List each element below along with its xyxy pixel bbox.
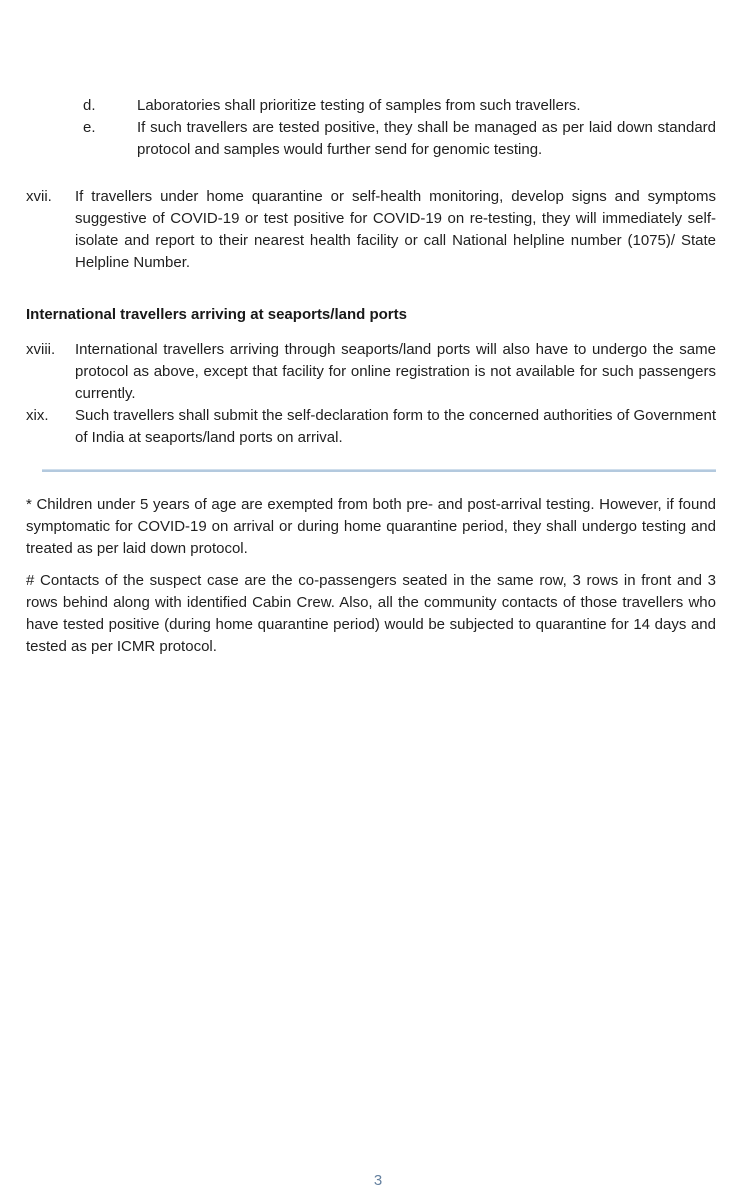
lettered-sub-list [26, 95, 716, 161]
footnote-children-exemption: * Children under 5 years of age are exempted from both pre- and post-arrival testing. However, if found symptomatic for COVID-19 on arrival or during home quarantine period, they shall undergo testing and treated as per laid down protocol. [26, 496, 716, 557]
list-item-label: xix. [26, 407, 49, 424]
list-item-text: International travellers arriving through seaports/land ports will also have to undergo the same protocol as above, except that facility for online registration is not available for such passengers currently. [75, 341, 716, 402]
list-item-label: e. [83, 119, 96, 136]
section-heading: International travellers arriving at seaports/land ports [26, 306, 407, 323]
list-item-label: d. [83, 97, 96, 114]
list-item-text: Laboratories shall prioritize testing of samples from such travellers. [137, 97, 581, 114]
list-item-label: xvii. [26, 188, 52, 205]
page-content [26, 95, 716, 658]
list-item-e [26, 117, 716, 161]
list-item-xviii [26, 339, 716, 405]
list-item-xix [26, 405, 716, 449]
list-item-xvii [26, 186, 716, 274]
footnote-separator-line [42, 469, 716, 472]
footnote-contacts-definition: # Contacts of the suspect case are the co-passengers seated in the same row, 3 rows in front and 3 rows behind along with identified Cabin Crew. Also, all the community contacts of those travellers who have tested positive (during home quarantine period) would be subjected to quarantine for 14 days and tested as per ICMR protocol. [26, 572, 716, 655]
list-item-text: If travellers under home quarantine or self-health monitoring, develop signs and symptoms suggestive of COVID-19 or test positive for COVID-19 on re-testing, they will immediately self-isolate and report to their nearest health facility or call National helpline number (1075)/ State Helpline Number. [75, 188, 716, 271]
list-item-text: Such travellers shall submit the self-declaration form to the concerned authorities of Government of India at seaports/land ports on arrival. [75, 407, 716, 446]
list-item-label: xviii. [26, 341, 56, 358]
list-item-d [26, 95, 716, 117]
list-item-text: If such travellers are tested positive, they shall be managed as per laid down standard protocol and samples would further send for genomic testing. [137, 119, 716, 158]
page-number: 3 [373, 1172, 383, 1189]
